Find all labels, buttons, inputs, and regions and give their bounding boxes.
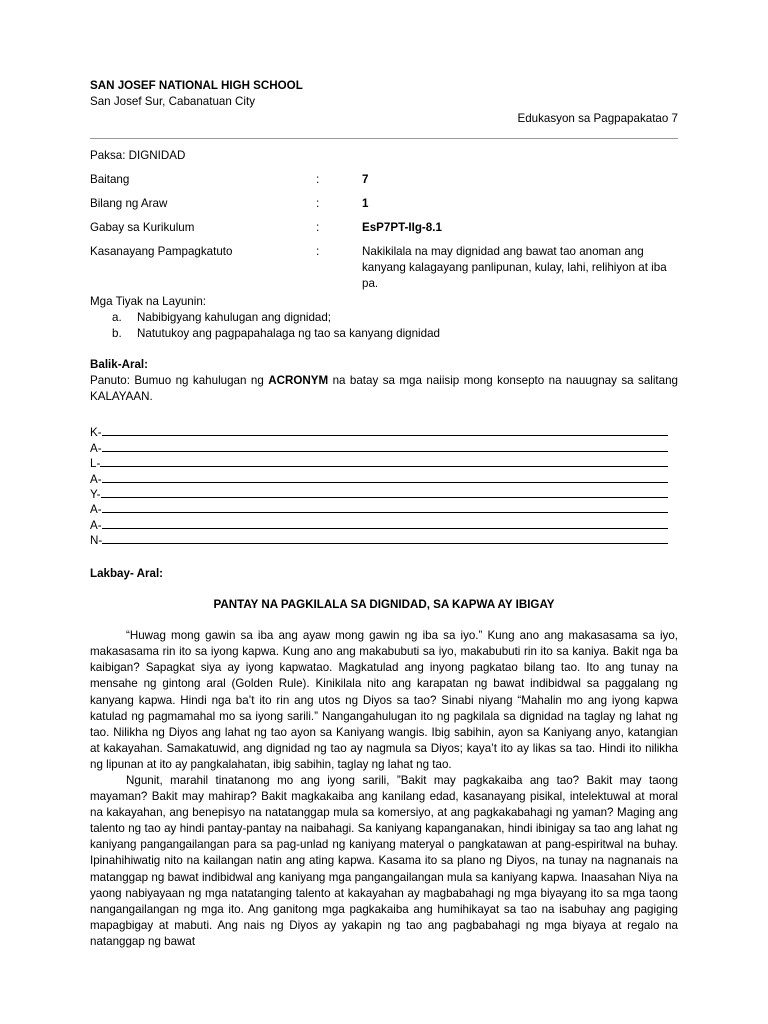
subject-name: Edukasyon sa Pagpapakatao 7 (517, 112, 678, 125)
instructions-pre: Panuto: Bumuo ng kahulugan ng (90, 374, 269, 387)
instructions-bold: ACRONYM (268, 374, 329, 387)
answer-blank[interactable] (100, 466, 668, 467)
info-label: Kasanayang Pampagkatuto (90, 245, 233, 258)
info-value: 1 (362, 197, 369, 210)
acronym-line (90, 532, 678, 547)
reading-paragraph: “Huwag mong gawin sa iba ang ayaw mong gawin ng iba sa iyo.” Kung ano ang makasasama sa iyo, makasasama rin ito sa iyong kapwa. Kung ano ang makabubuti sa iyo, makabubuti rin ito sa kaniya. Bakit nga ba kaibigan? Sapagkat siya ay iyong kapwatao. Magkatulad ang inyong pagkatao bilang tao. Ito ang tunay na mensahe ng gintong aral (Golden Rule). Kinikilala nito ang karapatan ng bawat indibidwal sa paggalang ng kanyang kapwa. Hindi nga ba’t ito rin ang utos ng Diyos sa tao? Sinabi niyang “Mahalin mo ang iyong kapwa katulad ng pagmamahal mo sa iyong sarili.” Nangangahulugan ito ng pagkilala sa dignidad na taglay ng lahat ng tao. Nilikha ng Diyos ang lahat ng tao ayon sa Kaniyang wangis. Ibig sabihin, ayon sa Kaniyang anyo, katangian at kakayahan. Samakatuwid, ang dignidad ng tao ay nagmula sa Diyos; kaya’t ito ay likas sa tao. Hindi ito nilikha ng lipunan at ito ay pangkalahatan, ibig sabihin, taglay ng lahat ng tao. (90, 629, 678, 771)
answer-blank[interactable] (102, 435, 668, 436)
document-page (90, 78, 678, 950)
lesson-title: Lakbay- Aral: (90, 567, 164, 581)
answer-blank[interactable] (102, 528, 668, 529)
acronym-line (90, 501, 678, 516)
list-item (90, 310, 678, 326)
info-row-kasanayan (90, 244, 678, 292)
info-row-gabay (90, 220, 678, 236)
info-row-bilang-ng-araw (90, 196, 678, 212)
info-label: Bilang ng Araw (90, 197, 168, 210)
answer-blank[interactable] (102, 451, 668, 452)
answer-blank[interactable] (101, 497, 668, 498)
school-address: San Josef Sur, Cabanatuan City (90, 95, 255, 108)
acronym-letter: A- (90, 441, 102, 455)
acronym-letter: A- (90, 503, 102, 517)
answer-blank[interactable] (102, 482, 668, 483)
acronym-letter: L- (90, 457, 101, 471)
info-label: Gabay sa Kurikulum (90, 221, 195, 234)
reading-title: PANTAY NA PAGKILALA SA DIGNIDAD, SA KAPWA AY IBIGAY (213, 598, 555, 612)
acronym-line (90, 470, 678, 485)
info-colon: : (316, 221, 320, 234)
acronym-worksheet (90, 424, 678, 547)
instructions-post: na batay sa mga naiisip mong konsepto na nauugnay sa salitang KALAYAAN. (90, 374, 678, 403)
list-marker: a. (112, 311, 122, 324)
reading-paragraph: Ngunit, marahil tinatanong mo ang iyong sarili, ”Bakit may pagkakaiba ang tao? Bakit may taong mayaman? Bakit may mahirap? Bakit magkakaiba ang kanilang edad, kasanayang pisikal, intelektuwal at moral na kakayahan, ang benepisyo na natatanggap mula sa komersiyo, at ang pagkakabahagi ng yaman? Maging ang talento ng tao ay hindi pantay-pantay na naibahagi. Sa kaniyang kapanganakan, hindi ibinigay sa tao ang lahat ng kaniyang pangangailangan para sa pag-unlad ng kaniyang materyal o pangkatawan at pang-espiritwal na buhay. Ipinahihiwatig nito na kailangan natin ang ating kapwa. Kasama ito sa plano ng Diyos, na tunay na nagnanais na matanggap ng bawat indibidwal ang kaniyang mga pangangailangan mula sa kaniyang kapwa. Inaasahan Niya na yaong nabiyayaan ng mga natatanging talento at kakayahan ay magbabahagi ng mga biyayang ito sa mga taong nangangailangan ng mga ito. Ang ganitong mga pagkakaiba ang humihikayat sa tao na isabuhay ang pagiging mapagbigay at mabuti. Ang nais ng Diyos ay yakapin ng tao ang pagbabahagi ng mga biyaya at regalo na natanggap ng bawat (90, 773, 678, 948)
acronym-line (90, 516, 678, 531)
info-value: 7 (362, 173, 369, 186)
list-marker: b. (112, 327, 122, 340)
list-text: Natutukoy ang pagpapahalaga ng tao sa kanyang dignidad (137, 327, 440, 340)
header-divider (90, 138, 678, 139)
info-colon: : (316, 245, 320, 258)
objectives-title: Mga Tiyak na Layunin: (90, 295, 207, 308)
info-label: Baitang (90, 173, 130, 186)
instructions (90, 373, 678, 405)
acronym-line (90, 439, 678, 454)
info-value: EsP7PT-IIg-8.1 (362, 221, 442, 234)
answer-blank[interactable] (102, 543, 668, 544)
acronym-letter: K- (90, 426, 102, 440)
acronym-letter: A- (90, 472, 102, 486)
acronym-line (90, 486, 678, 501)
review-title: Balik-Aral: (90, 358, 148, 371)
acronym-letter: Y- (90, 487, 101, 501)
topic-line: Paksa: DIGNIDAD (90, 149, 186, 162)
info-value: Nakikilala na may dignidad ang bawat tao anoman ang kanyang kalagayang panlipunan, kulay, lahi, relihiyon at iba pa. (362, 245, 667, 290)
info-table (90, 172, 678, 292)
acronym-letter: N- (90, 534, 103, 548)
school-name: SAN JOSEF NATIONAL HIGH SCHOOL (90, 79, 303, 92)
list-text: Nabibigyang kahulugan ang dignidad; (137, 311, 332, 324)
acronym-line (90, 424, 678, 439)
answer-blank[interactable] (102, 512, 668, 513)
info-colon: : (316, 197, 320, 210)
list-item (90, 326, 678, 342)
info-colon: : (316, 173, 320, 186)
info-row-baitang (90, 172, 678, 188)
acronym-letter: A- (90, 518, 102, 532)
acronym-line (90, 455, 678, 470)
objectives-list (90, 310, 678, 342)
